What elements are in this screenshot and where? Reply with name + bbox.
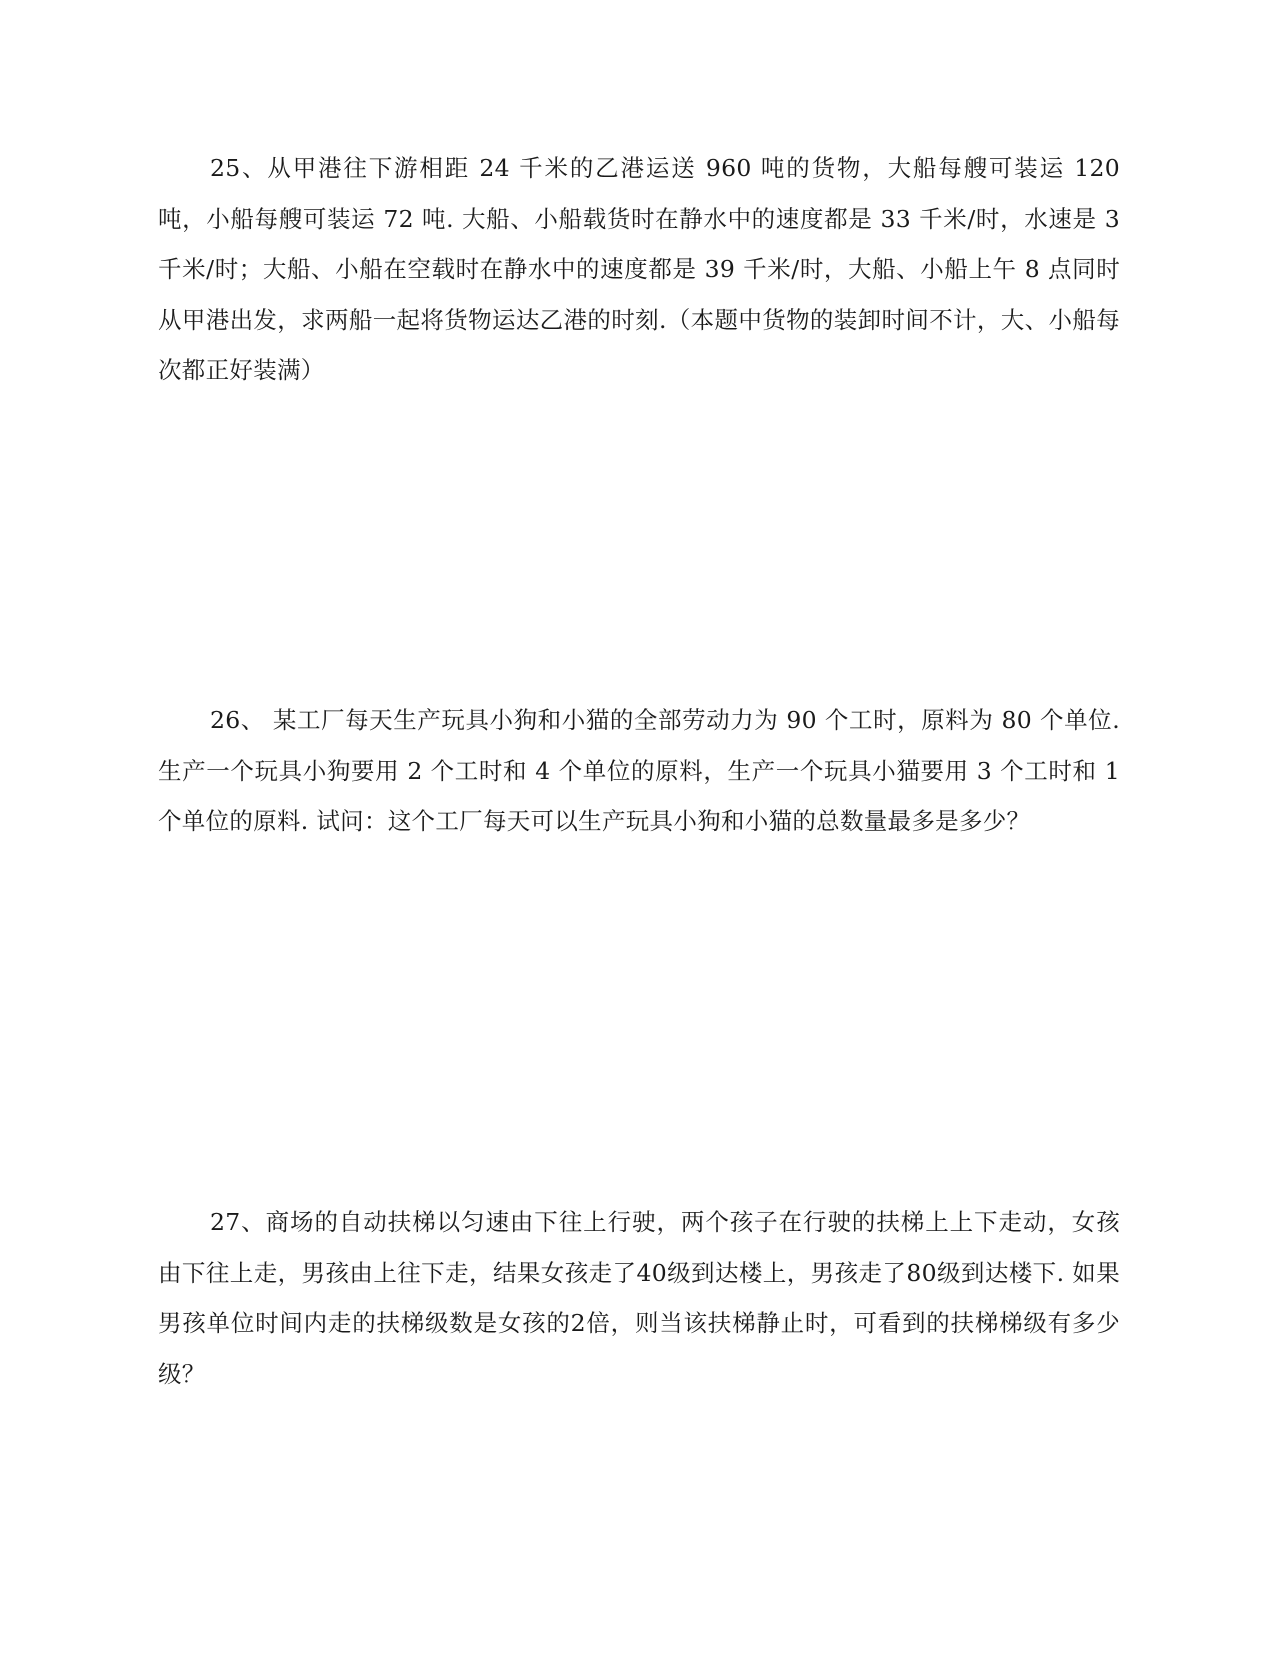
problem-27-paragraph xyxy=(158,1197,1120,1399)
problem-26-number: 26、 xyxy=(210,706,265,734)
problem-25-paragraph xyxy=(158,143,1120,396)
problem-27 xyxy=(158,1197,1120,1399)
problem-25-number: 25、 xyxy=(210,154,268,182)
problem-27-number: 27、 xyxy=(210,1208,266,1236)
problem-27-text: 商场的自动扶梯以匀速由下往上行驶，两个孩子在行驶的扶梯上上下走动，女孩由下往上走，男孩由上往下走，结果女孩走了40级到达楼上，男孩走了80级到达楼下. 如果男孩单位时间内走的扶梯级数是女孩的2倍，则当该扶梯静止时，可看到的扶梯梯级有多少级？ xyxy=(158,1208,1121,1388)
problem-26-paragraph xyxy=(158,695,1120,847)
problem-26-text: 某工厂每天生产玩具小狗和小猫的全部劳动力为 90 个工时，原料为 80 个单位. 生产一个玩具小狗要用 2 个工时和 4 个单位的原料，生产一个玩具小猫要用 3 个工时和 1 个单位的原料. 试问：这个工厂每天可以生产玩具小狗和小猫的总数量最多是多少？ xyxy=(158,706,1120,835)
problem-25 xyxy=(158,143,1120,396)
problem-26 xyxy=(158,695,1120,847)
problem-25-text: 从甲港往下游相距 24 千米的乙港运送 960 吨的货物，大船每艘可装运 120 吨，小船每艘可装运 72 吨. 大船、小船载货时在静水中的速度都是 33 千米/时，水速是 3 千米/时；大船、小船在空载时在静水中的速度都是 39 千米/时，大船、小船上午 8 点同时从甲港出发，求两船一起将货物运达乙港的时刻.（本题中货物的装卸时间不计，大、小船每次都正好装满） xyxy=(158,154,1120,384)
